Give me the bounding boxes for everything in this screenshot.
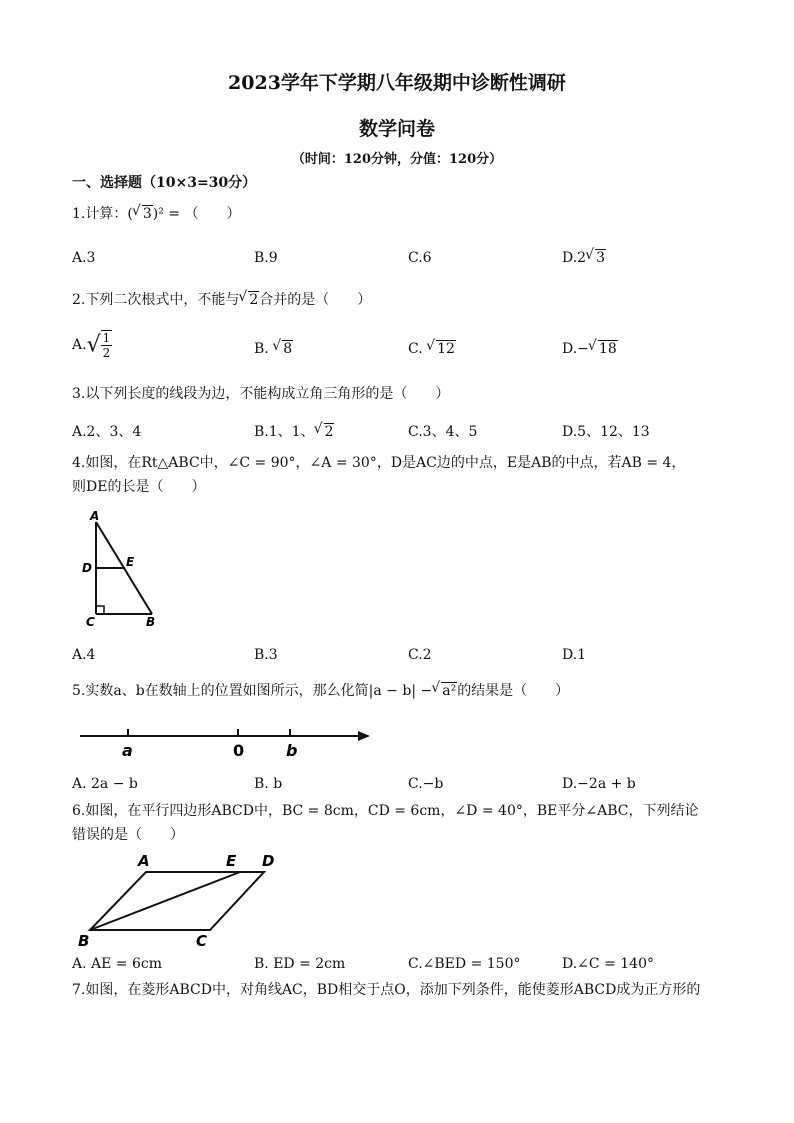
q5-option-d[interactable]: D.−2a + b (562, 776, 636, 792)
q6-label-d: D (262, 852, 275, 870)
q5-radical (432, 680, 457, 702)
q4-label-a: A (90, 509, 100, 523)
q6-option-a[interactable]: A. AE = 6cm (72, 956, 162, 972)
question-4-line-1: 4.如图，在Rt△ABC中，∠C = 90°，∠A = 30°，D是AC边的中点，E是AB的中点，若AB = 4， (72, 455, 686, 471)
q2-suffix: 合并的是（ ） (259, 292, 372, 308)
q5-option-c[interactable]: C.−b (408, 776, 444, 792)
q2-option-a-label: A. (72, 337, 87, 353)
q6-label-a: A (138, 852, 150, 870)
q2-option-c-label: C. (408, 341, 423, 357)
q2-radical (239, 289, 259, 311)
question-1 (72, 203, 240, 225)
q5-label-a: a (122, 741, 133, 760)
q1-option-d-label: D.2 (562, 250, 587, 266)
q1-option-d[interactable] (562, 250, 606, 266)
q6-option-c[interactable]: C.∠BED = 150° (408, 956, 521, 972)
question-3: 3.以下列长度的线段为边，不能构成立角三角形的是（ ） (72, 386, 450, 402)
q6-label-c: C (196, 932, 208, 950)
q4-option-d[interactable]: D.1 (562, 647, 587, 663)
q2-option-d-radical (589, 341, 618, 357)
exam-subtitle: 数学问卷 (358, 118, 435, 140)
q5-label-b: b (286, 741, 298, 760)
question-5 (72, 680, 569, 702)
q4-label-b: B (146, 615, 156, 629)
q6-parallelogram (90, 872, 264, 930)
q2-option-b-radical (273, 341, 293, 357)
q6-parallelogram-figure (74, 850, 290, 952)
q1-suffix: )² = （ ） (152, 206, 241, 222)
q2-option-d-radicand: 18 (598, 341, 617, 357)
q4-label-c: C (86, 615, 95, 629)
q3-option-c[interactable]: C.3、4、5 (408, 424, 478, 440)
q2-radicand: 2 (249, 292, 259, 308)
q6-option-b[interactable]: B. ED = 2cm (254, 956, 346, 972)
q1-radicand: 3 (142, 206, 152, 222)
q2-option-c[interactable] (408, 341, 456, 357)
q1-option-a[interactable]: A.3 (72, 250, 96, 266)
q5-number-line (78, 722, 378, 764)
q4-option-c[interactable]: C.2 (408, 647, 432, 663)
q1-option-d-radical (586, 250, 606, 266)
q2-option-b-radicand: 8 (283, 341, 293, 357)
q5-radicand: a² (442, 683, 457, 699)
exam-info: （时间：120分钟，分值：120分） (291, 152, 503, 167)
q4-label-d: D (82, 561, 92, 575)
q1-option-c[interactable]: C.6 (408, 250, 432, 266)
q4-right-angle-mark (96, 606, 104, 614)
q2-option-a[interactable] (72, 330, 112, 360)
question-4-line-2: 则DE的长是（ ） (72, 479, 206, 495)
q1-option-d-radicand: 3 (596, 250, 606, 266)
q5-option-a[interactable]: A. 2a − b (72, 776, 138, 792)
question-6-line-2: 错误的是（ ） (72, 827, 184, 843)
q5-suffix: 的结果是（ ） (457, 683, 570, 699)
q2-option-d-label: D.− (562, 341, 589, 357)
q6-label-b: B (78, 932, 90, 950)
q2-fraction-numerator: 1 (102, 331, 111, 345)
q2-option-b[interactable] (254, 341, 293, 357)
q6-label-e: E (226, 852, 237, 870)
q5-option-b[interactable]: B. b (254, 776, 283, 792)
q6-option-d[interactable]: D.∠C = 140° (562, 956, 654, 972)
q2-fraction-denominator: 2 (102, 346, 111, 360)
q2-prefix: 2.下列二次根式中，不能与 (72, 292, 240, 308)
q1-radical (133, 203, 153, 225)
q5-label-zero: 0 (233, 741, 245, 760)
q3-option-b-label: B.1、1、 (254, 424, 315, 440)
q3-option-d[interactable]: D.5、12、13 (562, 424, 650, 440)
q2-option-a-fraction (101, 330, 113, 360)
q2-option-c-radical (427, 341, 456, 357)
q5-prefix: 5.实数a、b在数轴上的位置如图所示，那么化简|a − b| − (72, 683, 433, 699)
question-7: 7.如图，在菱形ABCD中，对角线AC，BD相交于点O，添加下列条件，能使菱形ABCD成为正方形的 (72, 982, 701, 998)
exam-title: 2023学年下学期八年级期中诊断性调研 (228, 72, 566, 94)
question-6-line-1: 6.如图，在平行四边形ABCD中，BC = 8cm，CD = 6cm，∠D = 40°，BE平分∠ABC，下列结论 (72, 803, 699, 819)
q4-triangle-figure (78, 508, 168, 632)
q2-option-b-label: B. (254, 341, 269, 357)
q3-option-b-radicand: 2 (324, 424, 334, 440)
q1-option-b[interactable]: B.9 (254, 250, 278, 266)
q2-option-d[interactable] (562, 341, 618, 357)
q3-option-a[interactable]: A.2、3、4 (72, 424, 142, 440)
question-2 (72, 289, 371, 311)
q3-option-b[interactable] (254, 421, 334, 441)
section-heading: 一、选择题（10×3=30分） (72, 175, 257, 191)
q4-option-a[interactable]: A.4 (72, 647, 96, 663)
q4-label-e: E (126, 555, 135, 569)
q4-option-b[interactable]: B.3 (254, 647, 278, 663)
q3-option-b-radical (315, 424, 335, 440)
q2-option-c-radicand: 12 (437, 341, 455, 357)
q5-axis-arrow (358, 731, 370, 741)
q2-option-a-radical-sign: √ (86, 332, 101, 358)
q1-prefix: 1.计算：( (72, 206, 133, 222)
